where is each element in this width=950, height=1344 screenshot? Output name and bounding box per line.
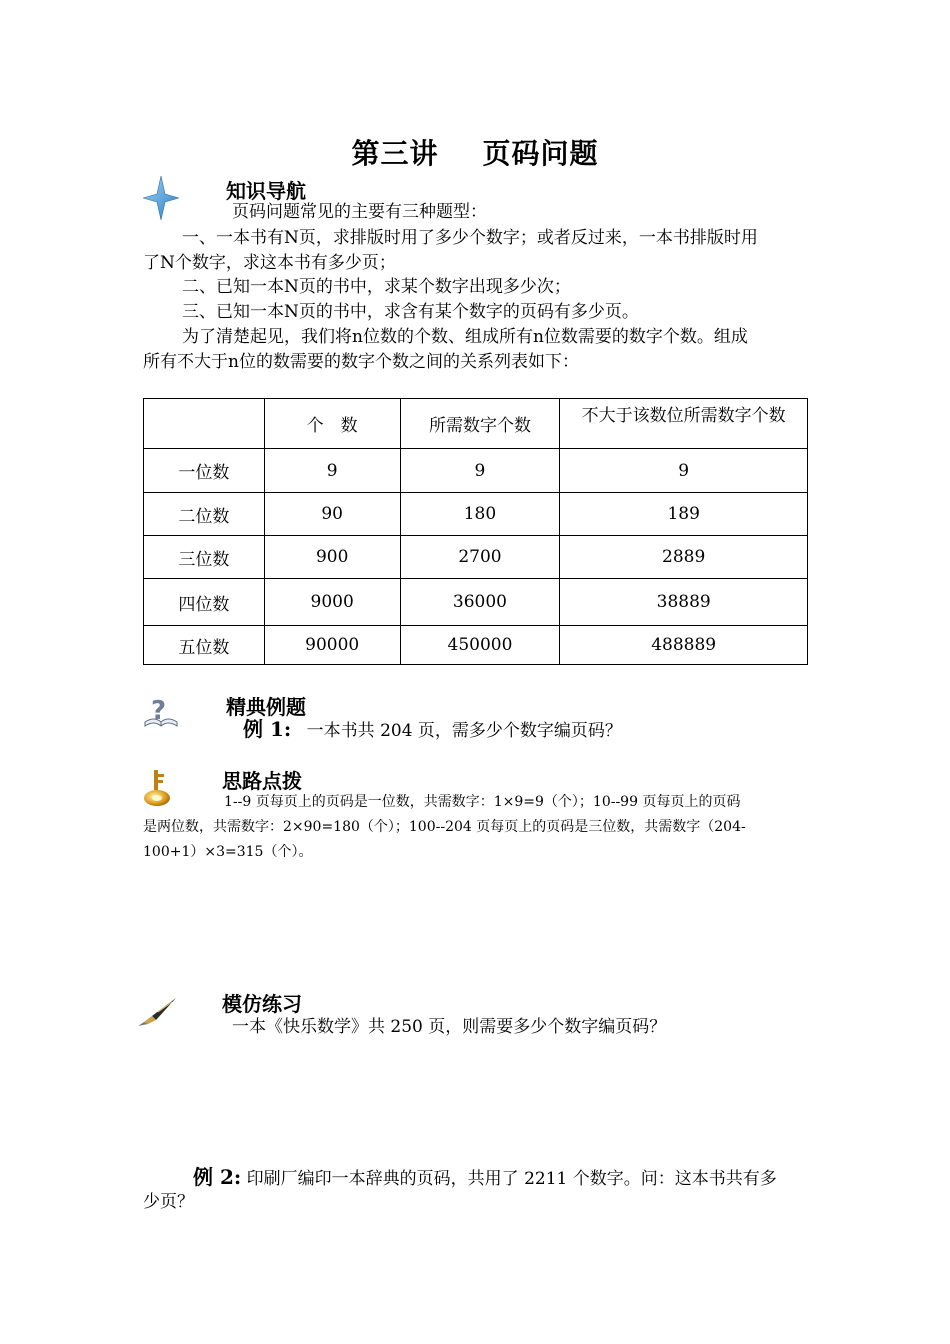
table-cell: 一位数 bbox=[144, 449, 265, 493]
knowledge-line-5: 三、已知一本N页的书中，求含有某个数字的页码有多少页。 bbox=[182, 302, 639, 322]
table-cell: 36000 bbox=[400, 579, 560, 626]
table-cell: 四位数 bbox=[144, 579, 265, 626]
digit-count-table bbox=[143, 398, 808, 665]
example-1 bbox=[243, 717, 622, 743]
table-row bbox=[144, 626, 808, 665]
question-book-icon bbox=[142, 692, 180, 730]
table-cell: 90000 bbox=[264, 626, 400, 665]
table-header-cell bbox=[144, 399, 265, 449]
table-header-row bbox=[144, 399, 808, 449]
knowledge-line-2: 一、一本书有N页，求排版时用了多少个数字；或者反过来，一本书排版时用 bbox=[182, 228, 758, 248]
table-cell: 90 bbox=[264, 493, 400, 536]
knowledge-line-3: 了N个数字，求这本书有多少页； bbox=[143, 253, 396, 273]
page-title bbox=[0, 132, 950, 172]
table-header-cell: 不大于该数位所需数字个数 bbox=[560, 399, 808, 449]
example-1-text: 一本书共 204 页，需多少个数字编页码？ bbox=[306, 721, 622, 741]
four-point-star-icon bbox=[143, 176, 179, 220]
practice-text: 一本《快乐数学》共 250 页，则需要多少个数字编页码？ bbox=[232, 1017, 667, 1037]
table-row bbox=[144, 493, 808, 536]
table-row bbox=[144, 449, 808, 493]
golden-key-icon bbox=[142, 768, 174, 808]
knowledge-line-1: 页码问题常见的主要有三种题型： bbox=[232, 202, 487, 222]
example-2-line-1: 印刷厂编印一本辞典的页码，共用了 2211 个数字。问：这本书共有多 bbox=[246, 1169, 777, 1189]
table-cell: 450000 bbox=[400, 626, 560, 665]
title-topic: 页码问题 bbox=[482, 137, 599, 170]
table-row bbox=[144, 579, 808, 626]
table-cell: 2889 bbox=[560, 536, 808, 579]
table-cell: 180 bbox=[400, 493, 560, 536]
knowledge-line-4: 二、已知一本N页的书中，求某个数字出现多少次； bbox=[182, 277, 571, 297]
example-1-label: 例 1: bbox=[243, 717, 292, 741]
example-2-line-2: 少页？ bbox=[143, 1192, 194, 1212]
hint-line-2: 是两位数，共需数字：2×90=180（个）；100--204 页每页上的页码是三位数，共需数字（204- bbox=[143, 819, 746, 835]
table-cell: 9 bbox=[400, 449, 560, 493]
table-cell: 二位数 bbox=[144, 493, 265, 536]
table-header-cell: 所需数字个数 bbox=[400, 399, 560, 449]
knowledge-line-7: 所有不大于n位的数需要的数字个数之间的关系列表如下： bbox=[143, 352, 579, 372]
fountain-pen-icon bbox=[136, 996, 178, 1028]
practice-heading: 模仿练习 bbox=[222, 992, 302, 1016]
table-header-cell: 个 数 bbox=[264, 399, 400, 449]
table-cell: 三位数 bbox=[144, 536, 265, 579]
svg-text:?: ? bbox=[151, 696, 167, 726]
knowledge-line-6: 为了清楚起见，我们将n位数的个数、组成所有n位数需要的数字个数。组成 bbox=[182, 327, 748, 347]
example-2 bbox=[193, 1165, 777, 1191]
example-2-label: 例 2: bbox=[193, 1165, 242, 1189]
table-cell: 900 bbox=[264, 536, 400, 579]
table-cell: 五位数 bbox=[144, 626, 265, 665]
hint-line-1: 1--9 页每页上的页码是一位数，共需数字：1×9=9（个）；10--99 页每页上的页码 bbox=[224, 794, 741, 810]
table-cell: 9000 bbox=[264, 579, 400, 626]
table-cell: 2700 bbox=[400, 536, 560, 579]
table-cell: 488889 bbox=[560, 626, 808, 665]
table-cell: 9 bbox=[264, 449, 400, 493]
table-cell: 38889 bbox=[560, 579, 808, 626]
knowledge-heading: 知识导航 bbox=[226, 179, 306, 203]
table-cell: 9 bbox=[560, 449, 808, 493]
table-cell: 189 bbox=[560, 493, 808, 536]
examples-heading: 精典例题 bbox=[226, 695, 306, 719]
hint-heading: 思路点拨 bbox=[222, 769, 302, 793]
title-lecture: 第三讲 bbox=[351, 137, 439, 170]
hint-line-3: 100+1）×3=315（个）。 bbox=[143, 844, 313, 860]
table-row bbox=[144, 536, 808, 579]
